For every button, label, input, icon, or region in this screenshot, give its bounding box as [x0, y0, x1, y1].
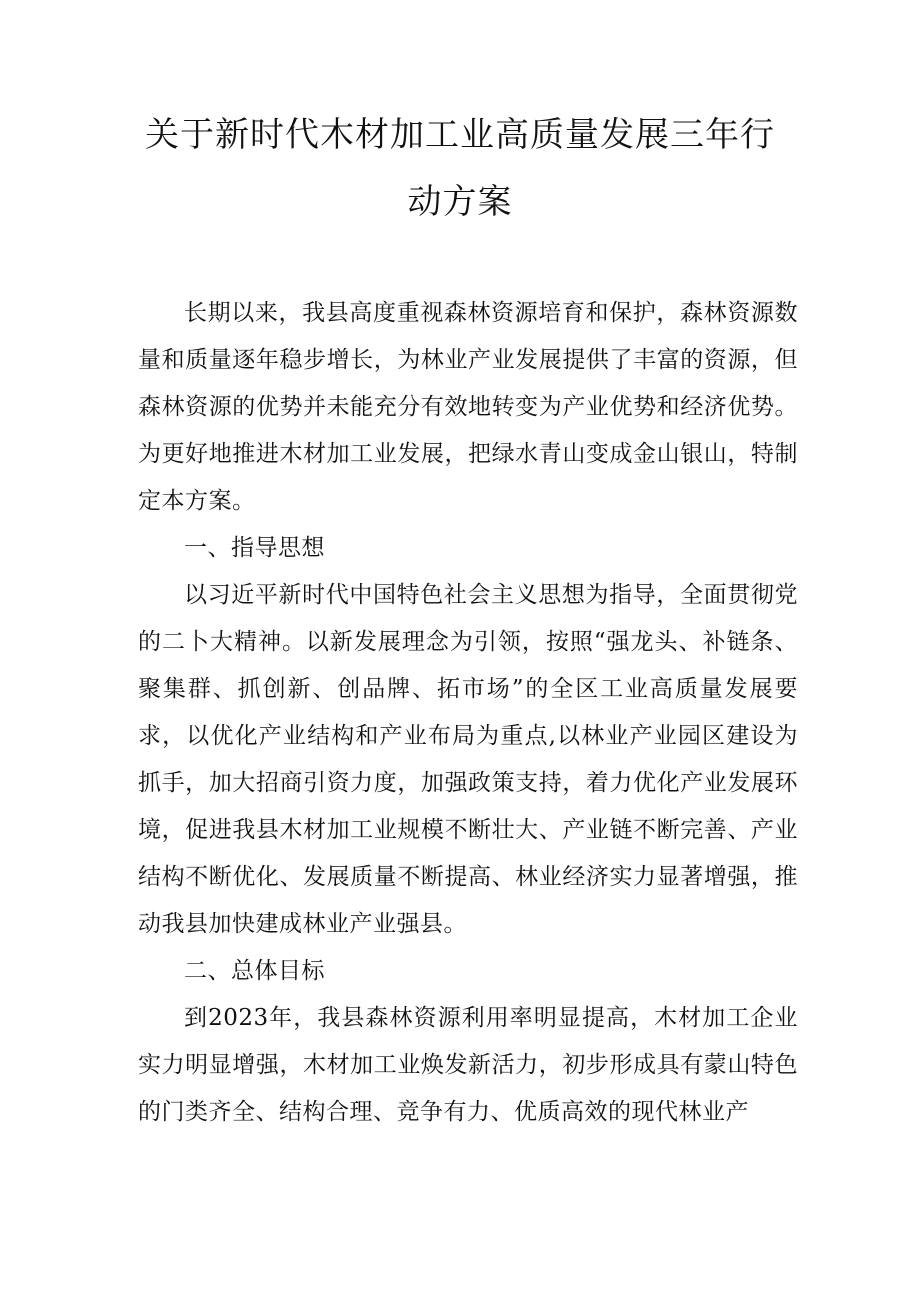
- section-1-heading: 一、指导思想: [184, 535, 325, 561]
- document-title-line-1: 关于新时代木材加工业高质量发展三年行: [145, 115, 775, 155]
- document-title-line-2: 动方案: [407, 182, 513, 222]
- section-2-paragraph: 到2023年，我县森林资源利用率明显提高，木材加工企业实力明显增强，木材加工业焕发新活力，初步形成具有蒙山特色的门类齐全、结构合理、竞争有力、优质高效的现代林业产: [138, 1005, 798, 1125]
- document-body: [138, 290, 798, 1136]
- intro-paragraph: 长期以来，我县高度重视森林资源培育和保护，森林资源数量和质量逐年稳步增长，为林业产业发展提供了丰富的资源，但森林资源的优势并未能充分有效地转变为产业优势和经济优势。为更好地推进木材加工业发展，把绿水青山变成金山银山，特制定本方案。: [138, 300, 798, 514]
- section-2-heading: 二、总体目标: [184, 958, 325, 984]
- section-1-paragraph: 以习近平新时代中国特色社会主义思想为指导，全面贯彻党的二卜大精神。以新发展理念为引领，按照“强龙头、补链条、聚集群、抓创新、创品牌、拓市场”的全区工业高质量发展要求，以优化产业结构和产业布局为重点,以林业产业园区建设为抓手，加大招商引资力度，加强政策支持，着力优化产业发展环境，促进我县木材加工业规模不断壮大、产业链不断完善、产业结构不断优化、发展质量不断提高、林业经济实力显著增强，推动我县加快建成林业产业强县。: [138, 582, 798, 937]
